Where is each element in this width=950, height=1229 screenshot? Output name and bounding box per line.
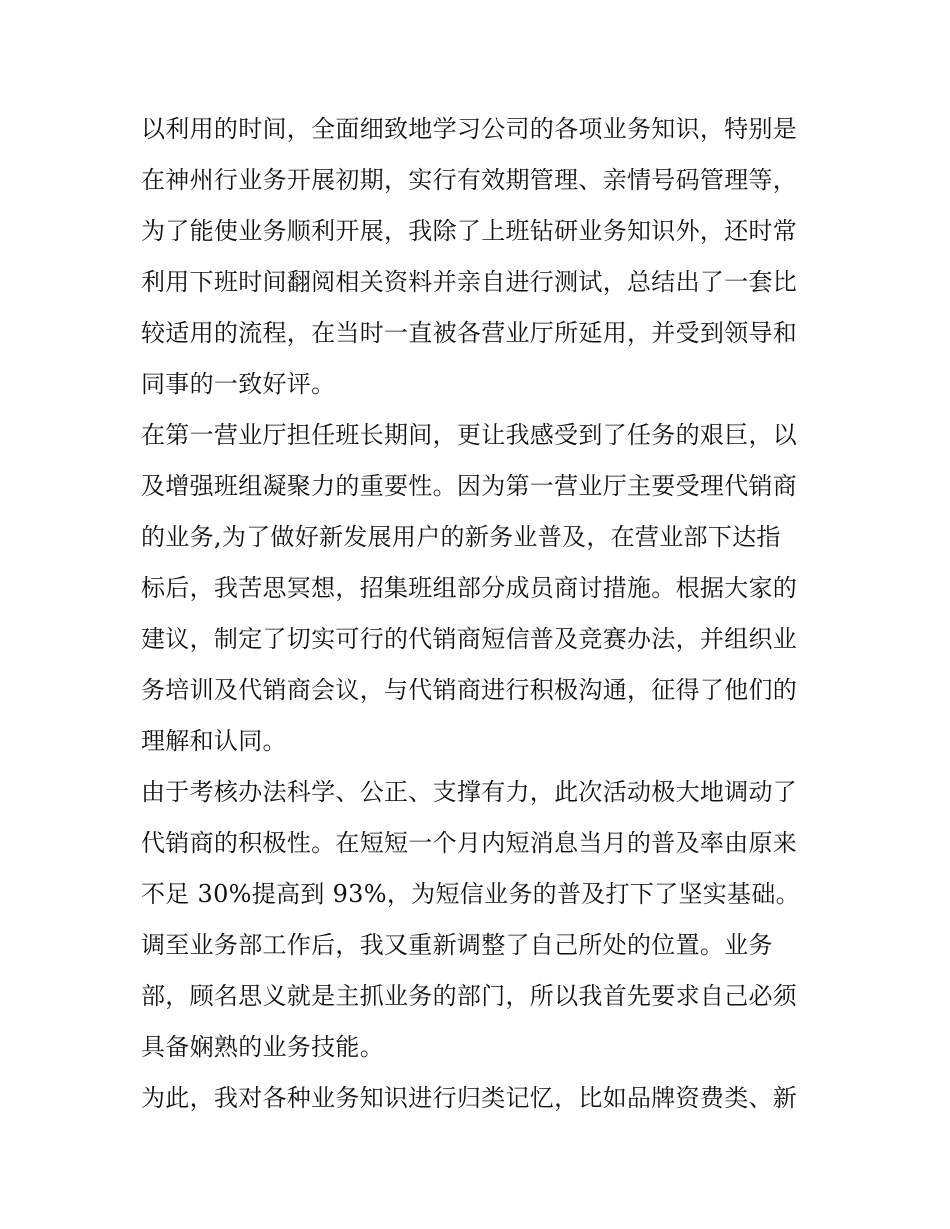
paragraph-3	[141, 767, 813, 920]
text-line: 利用下班时间翻阅相关资料并亲自进行测试，总结出了一套比	[141, 268, 798, 296]
text-line: 为了能使业务顺利开展，我除了上班钻研业务知识外，还时常	[141, 217, 798, 245]
text-line: 标后，我苦思冥想，招集班组部分成员商讨措施。根据大家的	[141, 574, 798, 602]
text-line: 的业务,为了做好新发展用户的新务业普及，在营业部下达指	[141, 523, 781, 551]
text-line: 较适用的流程，在当时一直被各营业厅所延用，并受到领导和	[141, 319, 798, 347]
text-line: 理解和认同。	[141, 727, 287, 755]
text-line: 部，顾名思义就是主抓业务的部门，所以我首先要求自己必须	[141, 982, 798, 1010]
text-line: 具备娴熟的业务技能。	[141, 1033, 384, 1061]
text-line: 及增强班组凝聚力的重要性。因为第一营业厅主要受理代销商	[141, 472, 798, 500]
text-line: 由于考核办法科学、公正、支撑有力，此次活动极大地调动了	[141, 778, 798, 806]
text-line: 在第一营业厅担任班长期间，更让我感受到了任务的艰巨，以	[141, 421, 798, 449]
paragraph-4	[141, 920, 813, 1073]
text-line: 同事的一致好评。	[141, 370, 336, 398]
text-line: 不足 30%提高到 93%，为短信业务的普及打下了坚实基础。	[141, 880, 800, 908]
text-line: 代销商的积极性。在短短一个月内短消息当月的普及率由原来	[141, 829, 798, 857]
text-line: 务培训及代销商会议，与代销商进行积极沟通，征得了他们的	[141, 676, 798, 704]
text-line: 调至业务部工作后，我又重新调整了自己所处的位置。业务	[141, 931, 773, 959]
text-line: 在神州行业务开展初期，实行有效期管理、亲情号码管理等，	[141, 166, 798, 194]
document-body	[141, 104, 813, 1124]
text-line: 建议，制定了切实可行的代销商短信普及竞赛办法，并组织业	[141, 625, 798, 653]
paragraph-2	[141, 410, 813, 767]
paragraph-5	[141, 1073, 813, 1124]
text-line: 以利用的时间，全面细致地学习公司的各项业务知识，特别是	[141, 115, 798, 143]
paragraph-1	[141, 104, 813, 410]
text-line: 为此，我对各种业务知识进行归类记忆，比如品牌资费类、新	[141, 1084, 798, 1112]
